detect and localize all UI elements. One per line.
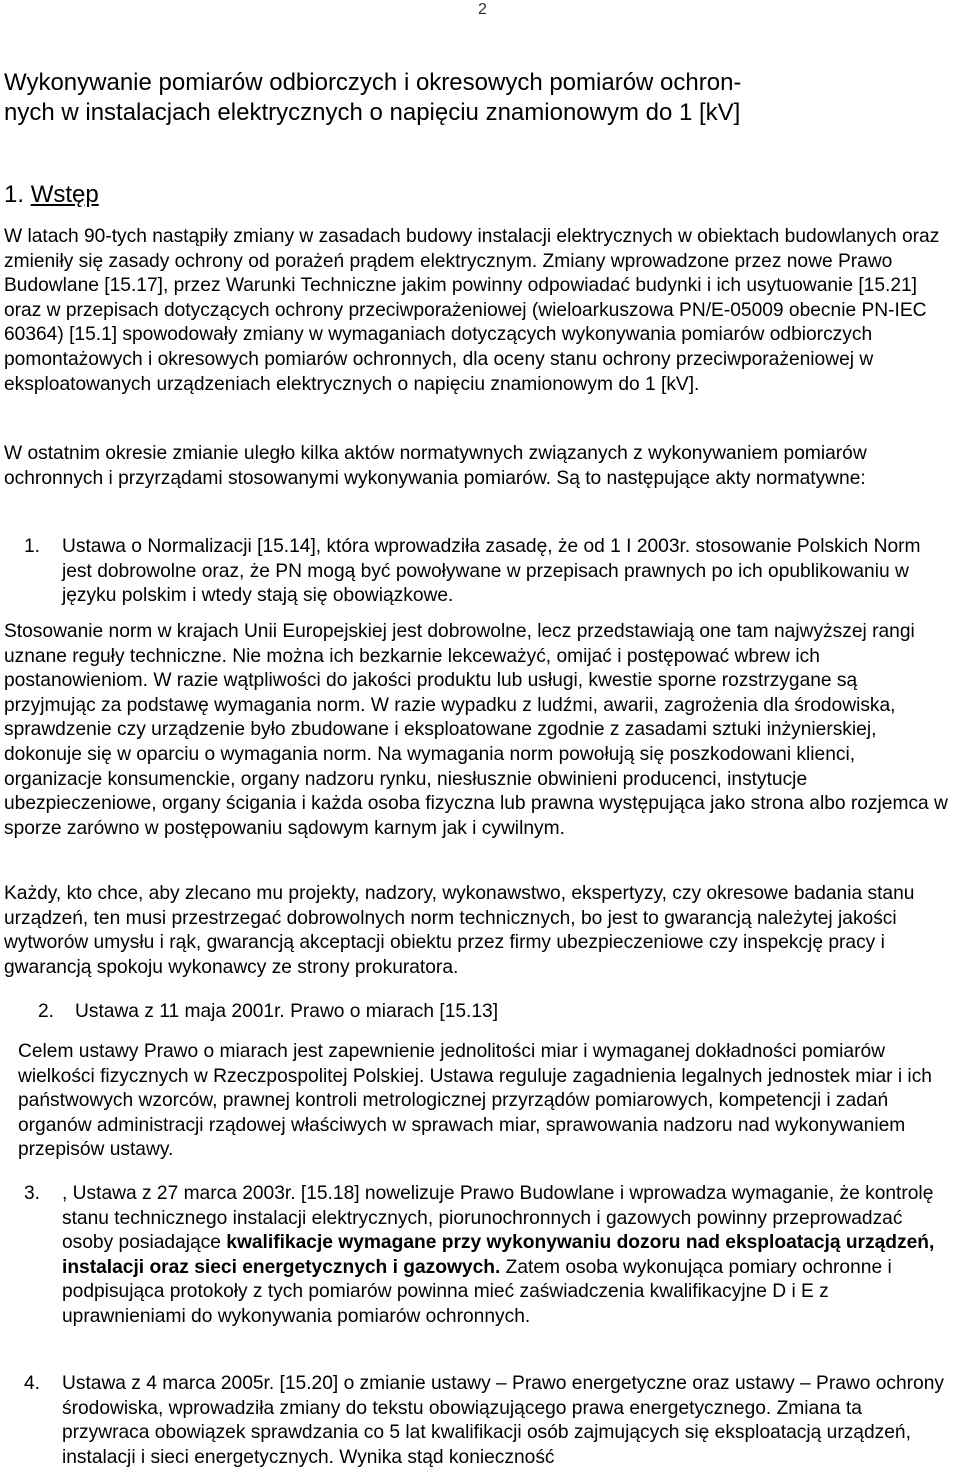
list-text: Ustawa z 11 maja 2001r. Prawo o miarach [15.13] <box>75 1001 499 1022</box>
paragraph-norms-eu: Stosowanie norm w krajach Unii Europejskiej jest dobrowolne, lecz przedstawiają one tam najwyższej rangi uznane reguły techniczne. Nie można ich bezkarnie lekceważyć, omijać i postępować wbrew ich postanowieniom. W razie wątpliwości do jakości produktu lub usługi, kwestie sporne rozstrzygane są przyjmując za podstawę wymagania norm. W razie wypadku z ludźmi, awarii, zagrożenia dla środowiska, sprawdzenie czy urządzenie było zbudowane i eksploatowane zgodnie z zasadami sztuki inżynierskiej, dokonuje się w oparciu o wymagania norm. Na wymagania norm powołują się poszkodowani klienci, organizacje konsumenckie, organy nadzoru rynku, niesłusznie obwinieni producenci, instytucje ubezpieczeniowe, organy ścigania i każda osoba fizyczna lub prawna występująca jako strona albo rozjemca w sporze zarówno w postępowaniu sądowym karnym jak i cywilnym. <box>4 621 948 839</box>
paragraph-measures-law: Celem ustawy Prawo o miarach jest zapewnienie jednolitości miar i wymaganej dokładności pomiarów wielkości fizycznych w Rzeczpospolitej Polskiej. Ustawa reguluje zagadnienia legalnych jednostek miar i ich państwowych wzorców, prawnej kontroli metrologicznej przyrządów pomiarowych, kompetencji i zadań organów administracji rządowej właściwych w sprawach miar, sprawowania nadzoru nad wykonywaniem przepisów ustawy. <box>18 1041 932 1161</box>
section-heading <box>4 180 99 210</box>
list-text-part: Zatem osoba wykonująca pomiary ochronne i podpisująca protokoły z tych pomiarów powinna mieć zaświadczenia kwalifikacyjne D i E z uprawnieniami do wykonywania pomiarów ochronnych. <box>62 1256 892 1327</box>
list-number: 3. <box>24 1183 41 1204</box>
page-number: 2 <box>478 1 487 18</box>
list-text: Ustawa z 4 marca 2005r. [15.20] o zmianie ustawy – Prawo energetyczne oraz ustawy – Prawo ochrony środowiska, wprowadziła zmiany do tekstu obowiązującego prawa energetycznego. Zmiana ta przywraca obowiązek sprawdzania co 5 lat kwalifikacji osób zajmujących się eksploatacją urządzeń, instalacji i sieci energetycznych. Wynika stąd konieczność <box>62 1373 944 1468</box>
list-number: 4. <box>24 1373 41 1394</box>
paragraph-acts: W ostatnim okresie zmianie uległo kilka aktów normatywnych związanych z wykonywaniem pomiarów ochronnych i przyrządami stosowanymi wykonywania pomiarów. Są to następujące akty normatywne: <box>4 443 867 489</box>
title-line-2: nych w instalacjach elektrycznych o napięciu znamionowym do 1 [kV] <box>4 99 741 126</box>
section-number: 1. <box>4 181 25 208</box>
paragraph-norms-contractors: Każdy, kto chce, aby zlecano mu projekty, nadzory, wykonawstwo, ekspertyzy, czy okresowe badania stanu urządzeń, ten musi przestrzegać dobrowolnych norm technicznych, bo jest to gwarancją należytej jakości wytworów umysłu i rąk, gwarancją akceptacji obiektu przez firmy ubezpieczeniowe czy inspekcję pracy i gwarancją spokoju wykonawcy ze strony prokuratora. <box>4 883 915 978</box>
title-line-1: Wykonywanie pomiarów odbiorczych i okresowych pomiarów ochron- <box>4 69 742 96</box>
list-text: Ustawa o Normalizacji [15.14], która wprowadziła zasadę, że od 1 I 2003r. stosowanie Polskich Norm jest dobrowolne oraz, że PN mogą być powoływane w przepisach prawnych po ich opublikowaniu w języku polskim i wtedy stają się obowiązkowe. <box>62 536 921 607</box>
list-number: 2. <box>38 1001 55 1022</box>
list-text-part: , Ustawa z 27 marca 2003r. [15.18] nowelizuje Prawo Budowlane i wprowadza wymaganie, że kontrolę stanu technicznego instalacji elektrycznych, piorunochronnych i gazowych powinny przeprowadzać osoby posiadające <box>62 1183 934 1254</box>
list-number: 1. <box>24 536 41 557</box>
section-title: Wstęp <box>30 181 99 208</box>
list-text-bold: kwalifikacje wymagane przy wykonywaniu dozoru nad eksploatacją urządzeń, instalacji oraz sieci energetycznych i gazowych. <box>62 1232 935 1278</box>
list-text <box>62 1182 954 1330</box>
document-title <box>4 68 954 128</box>
paragraph-intro: W latach 90-tych nastąpiły zmiany w zasadach budowy instalacji elektrycznych w obiektach budowlanych oraz zmieniły się zasady ochrony od porażeń prądem elektrycznym. Zmiany wprowadzone przez nowe Prawo Budowlane [15.17], przez Warunki Techniczne jakim powinny odpowiadać budynki i ich usytuowanie [15.21] oraz w przepisach dotyczących ochrony przeciwporażeniowej (wieloarkuszowa PN/E-05009 obecnie PN-IEC 60364) [15.1] spowodowały zmiany w wymaganiach dotyczących wykonywania pomiarów odbiorczych pomontażowych i okresowych pomiarów ochronnych, dla oceny stanu ochrony przeciwporażeniowej w eksploatowanych urządzeniach elektrycznych o napięciu znamionowym do 1 [kV]. <box>4 226 940 395</box>
